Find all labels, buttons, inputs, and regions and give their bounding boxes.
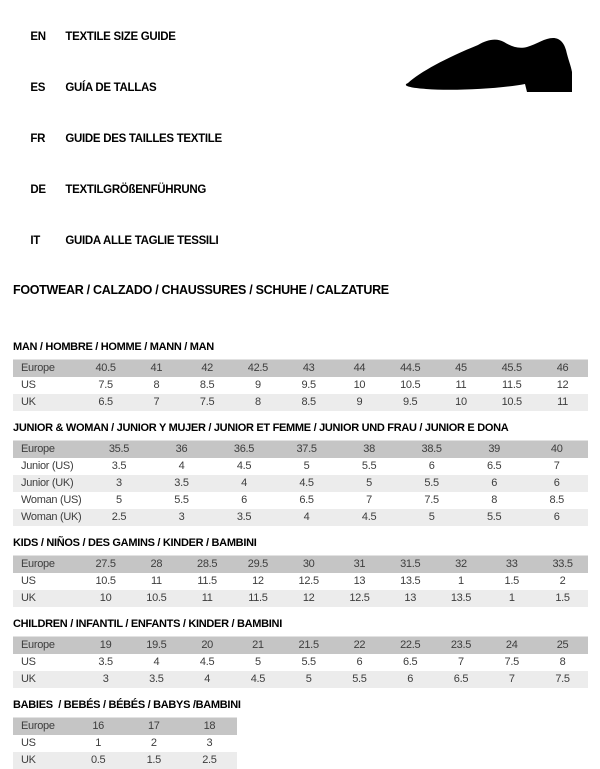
size-cell: 22.5 <box>400 639 421 651</box>
size-cell: 8 <box>153 379 160 391</box>
size-cell: 13.5 <box>400 575 421 587</box>
size-cell: 3.5 <box>111 460 127 472</box>
size-cell: 1 <box>508 592 515 604</box>
row-label: US <box>21 575 36 587</box>
table-row <box>13 492 588 509</box>
size-cell: 35.5 <box>108 443 130 455</box>
row-label: UK <box>21 754 36 766</box>
size-cell: 37.5 <box>296 443 317 455</box>
section-man <box>13 341 588 411</box>
size-cell: 1.5 <box>504 575 519 587</box>
table-header-row <box>13 718 237 736</box>
table-row <box>13 735 237 752</box>
size-cell: 8 <box>254 396 261 408</box>
size-cell: 24 <box>505 639 518 651</box>
size-cell: 3.5 <box>236 511 252 523</box>
language-code: FR <box>30 133 46 145</box>
size-cell: 27.5 <box>95 558 116 570</box>
section-children <box>13 618 588 688</box>
size-cell: 32 <box>455 558 467 570</box>
size-cell: 10.5 <box>400 379 421 391</box>
size-cell: 9.5 <box>301 379 316 391</box>
language-title: GUIDA ALLE TAGLIE TESSILI <box>65 235 219 247</box>
size-cell: 5.5 <box>424 477 439 489</box>
size-cell: 6.5 <box>453 673 469 685</box>
size-cell: 2 <box>150 737 157 749</box>
size-cell: 45.5 <box>501 362 522 374</box>
size-cell: 10.5 <box>95 575 116 587</box>
size-cell: 5 <box>254 656 261 668</box>
size-cell: 43 <box>302 362 315 374</box>
size-cell: 7.5 <box>98 379 113 391</box>
size-cell: 7 <box>153 396 160 408</box>
size-cell: 12 <box>252 575 264 587</box>
size-cell: 7 <box>366 494 372 506</box>
size-table-children <box>13 636 588 688</box>
size-cell: 23.5 <box>450 639 472 651</box>
row-label: Europe <box>21 558 55 570</box>
size-cell: 9.5 <box>402 396 418 408</box>
table-row <box>13 394 588 411</box>
size-table-man <box>13 359 588 411</box>
size-cell: 10 <box>353 379 366 391</box>
row-label: UK <box>21 396 36 408</box>
size-cell: 31.5 <box>400 558 421 570</box>
size-cell: 5 <box>116 494 122 506</box>
size-cell: 7.5 <box>424 494 439 506</box>
size-cell: 3.5 <box>174 477 189 489</box>
size-cell: 9 <box>356 396 363 408</box>
size-cell: 10 <box>99 592 112 604</box>
section-title-babies: BABIES / BEBÉS / BÉBÉS / BABYS /BAMBINI <box>13 699 241 711</box>
language-code: ES <box>30 82 46 94</box>
size-cell: 4 <box>241 477 247 489</box>
size-cell: 6 <box>241 494 247 506</box>
table-header-row <box>13 556 588 574</box>
size-cell: 25 <box>556 639 569 651</box>
size-cell: 3 <box>178 511 185 523</box>
row-label: UK <box>21 673 36 685</box>
size-cell: 2 <box>559 575 566 587</box>
size-cell: 10.5 <box>146 592 167 604</box>
language-code: IT <box>30 235 40 247</box>
size-cell: 16 <box>92 720 104 732</box>
size-cell: 1 <box>458 575 464 587</box>
size-cell: 18 <box>203 720 216 732</box>
size-cell: 4.5 <box>199 656 215 668</box>
size-cell: 11 <box>557 396 568 408</box>
size-cell: 5.5 <box>174 494 189 506</box>
table-row <box>13 654 588 671</box>
section-junior-woman <box>13 422 588 526</box>
size-cell: 12.5 <box>349 592 370 604</box>
section-babies <box>13 699 588 769</box>
size-table-kids <box>13 555 588 607</box>
size-cell: 4 <box>178 460 185 472</box>
size-cell: 3 <box>102 673 109 685</box>
size-cell: 6.5 <box>299 494 314 506</box>
size-cell: 3 <box>206 737 213 749</box>
size-cell: 4 <box>204 673 211 685</box>
size-cell: 6.5 <box>486 460 502 472</box>
language-row-it <box>13 216 588 267</box>
row-label: US <box>21 737 36 749</box>
table-row <box>13 377 588 394</box>
size-cell: 20 <box>201 639 213 651</box>
size-cell: 1 <box>95 737 102 749</box>
size-cell: 3 <box>116 477 122 489</box>
size-cell: 30 <box>302 558 315 570</box>
size-cell: 5 <box>305 673 312 685</box>
size-cell: 6 <box>428 460 435 472</box>
size-cell: 11 <box>201 592 213 604</box>
size-cell: 44 <box>353 362 366 374</box>
row-label: Junior (US) <box>21 460 74 472</box>
row-label: Woman (UK) <box>21 511 82 523</box>
size-cell: 41 <box>150 362 163 374</box>
table-row <box>13 752 237 769</box>
row-label: Europe <box>21 443 55 455</box>
size-cell: 7 <box>458 656 464 668</box>
language-code: DE <box>30 184 46 196</box>
size-cell: 31 <box>353 558 366 570</box>
size-cell: 3.5 <box>98 656 113 668</box>
size-cell: 5 <box>428 511 435 523</box>
size-cell: 19 <box>99 639 112 651</box>
table-row <box>13 590 588 607</box>
size-cell: 36 <box>175 443 188 455</box>
size-cell: 7.5 <box>199 396 215 408</box>
size-cell: 12.5 <box>298 575 319 587</box>
row-label: Europe <box>21 720 55 732</box>
size-cell: 8.5 <box>549 494 564 506</box>
size-cell: 6 <box>553 511 560 523</box>
size-cell: 4.5 <box>299 477 314 489</box>
size-cell: 40 <box>550 443 563 455</box>
size-cell: 12 <box>556 379 569 391</box>
language-title: GUIDE DES TAILLES TEXTILE <box>65 133 222 145</box>
size-cell: 5 <box>366 477 372 489</box>
language-title: GUÍA DE TALLAS <box>65 82 157 94</box>
size-cell: 1.5 <box>555 592 570 604</box>
row-label: Junior (UK) <box>21 477 74 489</box>
size-cell: 33.5 <box>552 558 573 570</box>
row-label: Woman (US) <box>21 494 82 506</box>
size-cell: 2.5 <box>202 754 217 766</box>
size-cell: 5.5 <box>352 673 367 685</box>
table-header-row <box>13 441 588 459</box>
size-cell: 39 <box>488 443 500 455</box>
size-cell: 6 <box>407 673 414 685</box>
size-cell: 28 <box>150 558 163 570</box>
section-title-junior-woman: JUNIOR & WOMAN / JUNIOR Y MUJER / JUNIOR ET FEMME / JUNIOR UND FRAU / JUNIOR E DONA <box>13 422 509 434</box>
size-cell: 11 <box>455 379 467 391</box>
size-cell: 42.5 <box>247 362 268 374</box>
section-title-kids: KIDS / NIÑOS / DES GAMINS / KINDER / BAMBINI <box>13 537 257 549</box>
size-cell: 9 <box>254 379 261 391</box>
size-cell: 8.5 <box>199 379 215 391</box>
table-row <box>13 475 588 492</box>
size-cell: 6 <box>491 477 498 489</box>
table-row <box>13 671 588 688</box>
size-cell: 8 <box>491 494 498 506</box>
size-cell: 33 <box>505 558 518 570</box>
size-cell: 4.5 <box>361 511 377 523</box>
size-cell: 8 <box>559 656 566 668</box>
size-cell: 2.5 <box>111 511 127 523</box>
size-cell: 11.5 <box>197 575 217 587</box>
row-label: UK <box>21 592 36 604</box>
section-title-children: CHILDREN / INFANTIL / ENFANTS / KINDER / BAMBINI <box>13 618 282 630</box>
size-cell: 22 <box>353 639 366 651</box>
size-cell: 7.5 <box>504 656 519 668</box>
size-cell: 7 <box>553 460 560 472</box>
size-cell: 38.5 <box>421 443 442 455</box>
shoe-icon <box>398 26 580 104</box>
size-cell: 5.5 <box>486 511 502 523</box>
language-row-de <box>13 165 588 216</box>
section-title-man: MAN / HOMBRE / HOMME / MANN / MAN <box>13 341 214 353</box>
row-label: Europe <box>21 362 55 374</box>
size-cell: 6.5 <box>402 656 418 668</box>
size-cell: 40.5 <box>95 362 116 374</box>
size-cell: 10 <box>455 396 467 408</box>
size-cell: 3.5 <box>149 673 164 685</box>
section-kids <box>13 537 588 607</box>
size-cell: 45 <box>455 362 467 374</box>
row-label: US <box>21 379 36 391</box>
size-cell: 4.5 <box>236 460 252 472</box>
size-cell: 19.5 <box>146 639 167 651</box>
size-cell: 17 <box>147 720 160 732</box>
language-title: TEXTILE SIZE GUIDE <box>65 31 176 43</box>
row-label: Europe <box>21 639 55 651</box>
language-code: EN <box>30 31 46 43</box>
size-cell: 4.5 <box>250 673 266 685</box>
size-cell: 13 <box>353 575 366 587</box>
size-cell: 8.5 <box>301 396 316 408</box>
table-header-row <box>13 637 588 655</box>
size-cell: 4 <box>153 656 160 668</box>
size-cell: 1.5 <box>146 754 161 766</box>
size-cell: 5.5 <box>301 656 316 668</box>
language-row-fr <box>13 114 588 165</box>
size-cell: 11.5 <box>248 592 268 604</box>
size-cell: 46 <box>556 362 569 374</box>
size-cell: 44.5 <box>400 362 421 374</box>
size-cell: 36.5 <box>233 443 255 455</box>
size-table-junior-woman <box>13 440 588 526</box>
size-cell: 4 <box>303 511 310 523</box>
row-label: US <box>21 656 36 668</box>
table-row <box>13 573 588 590</box>
size-cell: 28.5 <box>197 558 218 570</box>
size-cell: 38 <box>363 443 375 455</box>
size-cell: 10.5 <box>501 396 522 408</box>
size-cell: 42 <box>201 362 213 374</box>
size-cell: 5 <box>303 460 310 472</box>
category-title: FOOTWEAR / CALZADO / CHAUSSURES / SCHUHE / CALZATURE <box>13 283 389 297</box>
size-cell: 12 <box>302 592 315 604</box>
size-cell: 11 <box>150 575 162 587</box>
size-cell: 6 <box>356 656 363 668</box>
size-table-babies <box>13 717 237 769</box>
size-cell: 13.5 <box>450 592 472 604</box>
size-cell: 0.5 <box>90 754 106 766</box>
size-cell: 7 <box>508 673 515 685</box>
size-cell: 5.5 <box>361 460 377 472</box>
table-header-row <box>13 360 588 378</box>
size-cell: 21.5 <box>298 639 319 651</box>
size-cell: 6.5 <box>98 396 113 408</box>
size-cell: 11.5 <box>502 379 522 391</box>
table-row <box>13 509 588 526</box>
size-cell: 7.5 <box>555 673 570 685</box>
table-row <box>13 458 588 475</box>
language-title: TEXTILGRÖßENFÜHRUNG <box>65 184 206 196</box>
size-cell: 29.5 <box>247 558 268 570</box>
size-cell: 13 <box>404 592 417 604</box>
size-cell: 21 <box>252 639 264 651</box>
size-cell: 6 <box>553 477 560 489</box>
